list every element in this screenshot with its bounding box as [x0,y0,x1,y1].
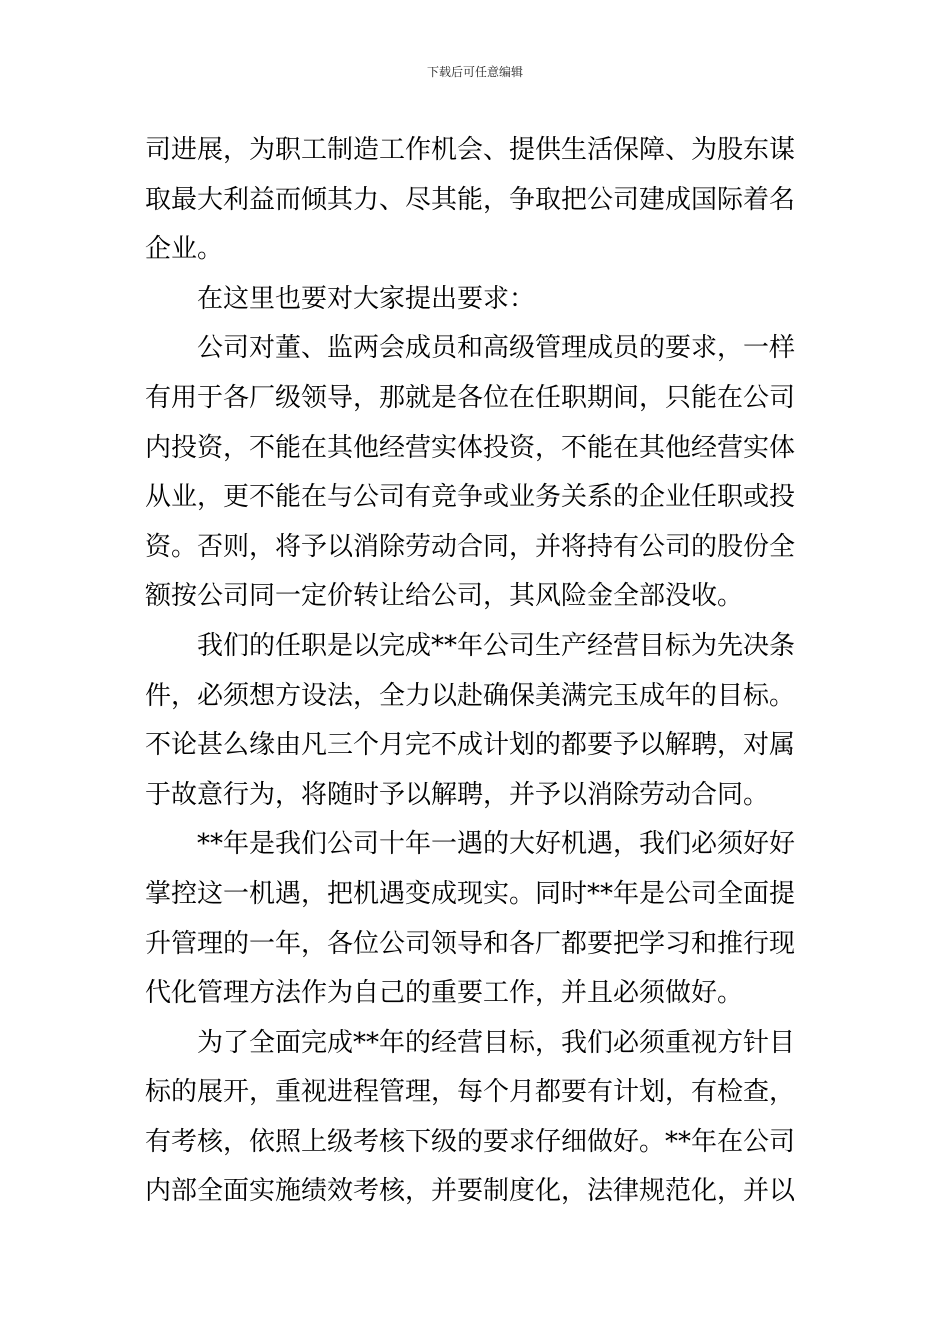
text-line: 不论甚么缘由凡三个月完不成计划的都要予以解聘，对属 [145,730,796,761]
text-line: 企业。 [145,234,224,265]
text-line: 标的展开，重视进程管理，每个月都要有计划，有检查， [145,1077,796,1108]
text-line: 有考核，依照上级考核下级的要求仔细做好。**年在公司 [145,1126,796,1157]
text-line: 取最大利益而倾其力、尽其能，争取把公司建成国际着名 [145,184,796,215]
text-line: 在这里也要对大家提出要求： [197,283,536,314]
text-line: 掌控这一机遇，把机遇变成现实。同时**年是公司全面提 [145,878,796,909]
text-line: 于故意行为，将随时予以解聘，并予以消除劳动合同。 [145,779,770,810]
text-line: 内投资，不能在其他经营实体投资，不能在其他经营实体 [145,432,796,463]
text-line: 我们的任职是以完成**年公司生产经营目标为先决条 [197,630,796,661]
text-line: 公司对董、监两会成员和高级管理成员的要求，一样 [197,333,796,364]
text-line: 从业，更不能在与公司有竞争或业务关系的企业任职或投 [145,482,796,513]
text-line: 升管理的一年，各位公司领导和各厂都要把学习和推行现 [145,928,796,959]
text-line: 额按公司同一定价转让给公司，其风险金全部没收。 [145,581,744,612]
text-line: **年是我们公司十年一遇的大好机遇，我们必须好好 [197,829,796,860]
text-line: 资。否则，将予以消除劳动合同，并将持有公司的股份全 [145,531,796,562]
text-line: 代化管理方法作为自己的重要工作，并且必须做好。 [145,978,744,1009]
document-body [145,126,805,1217]
text-line: 司进展，为职工制造工作机会、提供生活保障、为股东谋 [145,135,796,165]
text-line: 内部全面实施绩效考核，并要制度化，法律规范化，并以 [145,1176,796,1207]
page-header: 下载后可任意编辑 [426,65,523,79]
text-line: 为了全面完成**年的经营目标，我们必须重视方针目 [197,1027,796,1058]
text-line: 件，必须想方设法，全力以赴确保美满完玉成年的目标。 [145,680,796,711]
text-line: 有用于各厂级领导，那就是各位在任职期间，只能在公司 [145,382,796,413]
